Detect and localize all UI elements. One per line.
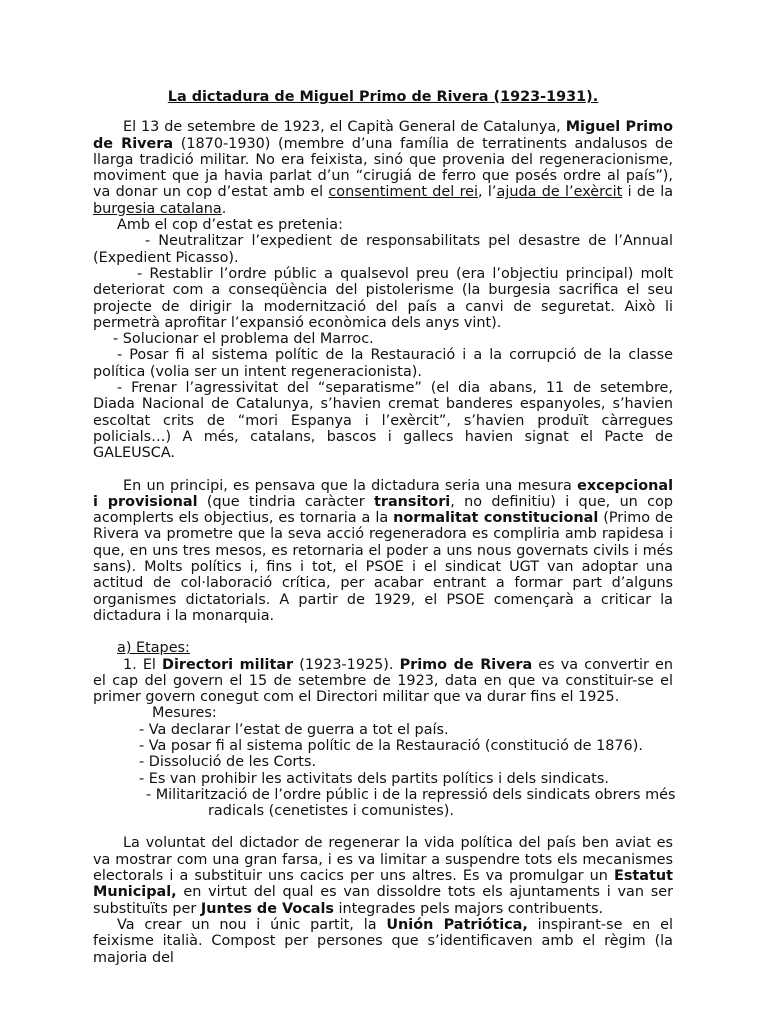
p2-bold-3: normalitat constitucional bbox=[393, 510, 599, 527]
mesures-label: Mesures: bbox=[152, 705, 217, 722]
p2-text-3: , no definitiu) i que, un cop acomplerts els objectius, es tornaria a la bbox=[93, 493, 673, 527]
e1-text-2: (1923-1925). bbox=[293, 656, 400, 673]
spacer bbox=[93, 819, 673, 835]
aim-item: - Neutralitzar l’expedient de responsabilitats pel desastre de l’Annual (Expedient Picasso). bbox=[93, 233, 673, 266]
mesura-item: - Es van prohibir les activitats dels partits polítics i dels sindicats. bbox=[139, 770, 609, 787]
intro-underline-king: consentiment del rei bbox=[328, 184, 479, 201]
aims-intro: Amb el cop d’estat es pretenia: bbox=[117, 217, 343, 234]
p3-text-2: en virtut del qual es van dissoldre tots els ajuntaments i van ser substituïts per bbox=[93, 884, 673, 917]
p2-bold-2: transitori bbox=[374, 493, 451, 510]
document-title: La dictadura de Miguel Primo de Rivera (1923-1931). bbox=[167, 89, 599, 105]
mesura-item: - Dissolució de les Corts. bbox=[139, 754, 317, 771]
p2-text-4: (Primo de Rivera va prometre que la seva acció regeneradora es compliria amb rapidesa i que, en uns tres mesos, es retornaria el poder a uns nous governats civils i més sans). Molts polítics i, fins i tot, el PSOE i el sindicat UGT van adoptar una actitud de col·laboració crítica, per acabar entrant a formar part d’alguns organismes dictatorials. A partir de 1929, el PSOE començarà a criticar la dictadura i la monarquia. bbox=[93, 510, 673, 624]
p4-bold-1: Unión Patriótica, bbox=[386, 916, 528, 933]
p4-text-2: inspirant-se en el feixisme italià. Compost per persones que s’identificaven amb el règim (la majoria del bbox=[93, 916, 673, 966]
e1-text-3: es va convertir en el cap del govern el 15 de setembre de 1923, data en que va constituir-se el primer govern conegut com el Directori militar que va durar fins el 1925. bbox=[93, 656, 673, 706]
p3-text-3: integrades pels majors contribuents. bbox=[333, 900, 604, 917]
p2-text-1: En un principi, es pensava que la dictadura seria una mesura bbox=[123, 477, 578, 494]
e1-bold-1: Directori militar bbox=[162, 656, 294, 673]
e1-bold-2: Primo de Rivera bbox=[399, 656, 533, 673]
intro-underline-bourgeoisie: burgesia catalana bbox=[93, 200, 222, 217]
etapes-heading bbox=[93, 640, 673, 656]
mesura-item: - Va posar fi al sistema polític de la Restauració (constitució de 1876). bbox=[139, 737, 643, 754]
p3-bold-2: Juntes de Vocals bbox=[200, 900, 334, 917]
intro-text-5: . bbox=[221, 200, 227, 217]
p2-bold-1: excepcional i provisional bbox=[93, 477, 673, 510]
intro-text-1: El 13 de setembre de 1923, el Capità General de Catalunya, bbox=[123, 119, 566, 136]
aim-item: - Frenar l’agressivitat del “separatisme” (el dia abans, 11 de setembre, Diada Nacional de Catalunya, s’havien cremat banderes espanyoles, s’havien escoltat crits de “mori Espanya i l’exèrcit”, s’havien produït càrregues policials…) A més, catalans, bascos i gallecs havien signat el Pacte de GALEUSCA. bbox=[93, 380, 673, 462]
aim-item: - Restablir l’ordre públic a qualsevol preu (era l’objectiu principal) molt deteriorat com a conseqüència del pistolerisme (la burgesia sacrifica el seu projecte de dirigir la modernització del país a canvi de seguretat. Això li permetrà aprofitar l’expansió econòmica dels anys vint). bbox=[93, 265, 673, 331]
document-body bbox=[93, 89, 676, 966]
paragraph-provisional bbox=[93, 478, 673, 625]
intro-text-4: i de la bbox=[622, 184, 674, 201]
intro-text-3: , l’ bbox=[478, 184, 497, 201]
spacer bbox=[93, 462, 673, 478]
p3-bold-1: Estatut Municipal, bbox=[93, 868, 673, 901]
etapes-heading-text: a) Etapes: bbox=[117, 640, 190, 657]
etapa-1-paragraph bbox=[93, 657, 673, 706]
mesura-item-continuation: radicals (cenetistes i comunistes). bbox=[208, 803, 454, 820]
p3-text-1: La voluntat del dictador de regenerar la vida política del país ben aviat es va mostrar com una gran farsa, i es va limitar a suspendre tots els mecanismes electorals i a substituir uns cacics per uns altres. Es va promulgar un bbox=[93, 835, 673, 885]
spacer bbox=[93, 624, 673, 640]
aim-item: - Solucionar el problema del Marroc. bbox=[113, 331, 374, 348]
aim-item: - Posar fi al sistema polític de la Restauració i a la corrupció de la classe política (volia ser un intent regeneracionista). bbox=[93, 347, 673, 380]
intro-paragraph bbox=[93, 119, 673, 217]
paragraph-union-patriotica bbox=[93, 917, 673, 966]
e1-text-1: 1. El bbox=[123, 656, 163, 673]
intro-underline-army: ajuda de l’exèrcit bbox=[496, 184, 623, 201]
p2-text-2: (que tindria caràcter bbox=[197, 493, 374, 510]
mesura-item: - Militarització de l’ordre públic i de la repressió dels sindicats obrers més bbox=[146, 786, 676, 803]
intro-bold-name: Miguel Primo de Rivera bbox=[93, 119, 673, 152]
p4-text-1: Va crear un nou i únic partit, la bbox=[117, 916, 387, 933]
mesura-item: - Va declarar l’estat de guerra a tot el país. bbox=[139, 721, 449, 738]
intro-text-2: (1870-1930) (membre d’una família de terratinents andalusos de llarga tradició militar. No era feixista, sinó que provenia del regeneracionisme, moviment que ja havia parlat d’un “cirugiá de ferro que posés ordre al país”), va donar un cop d’estat amb el bbox=[93, 135, 673, 201]
paragraph-farce bbox=[93, 835, 673, 916]
